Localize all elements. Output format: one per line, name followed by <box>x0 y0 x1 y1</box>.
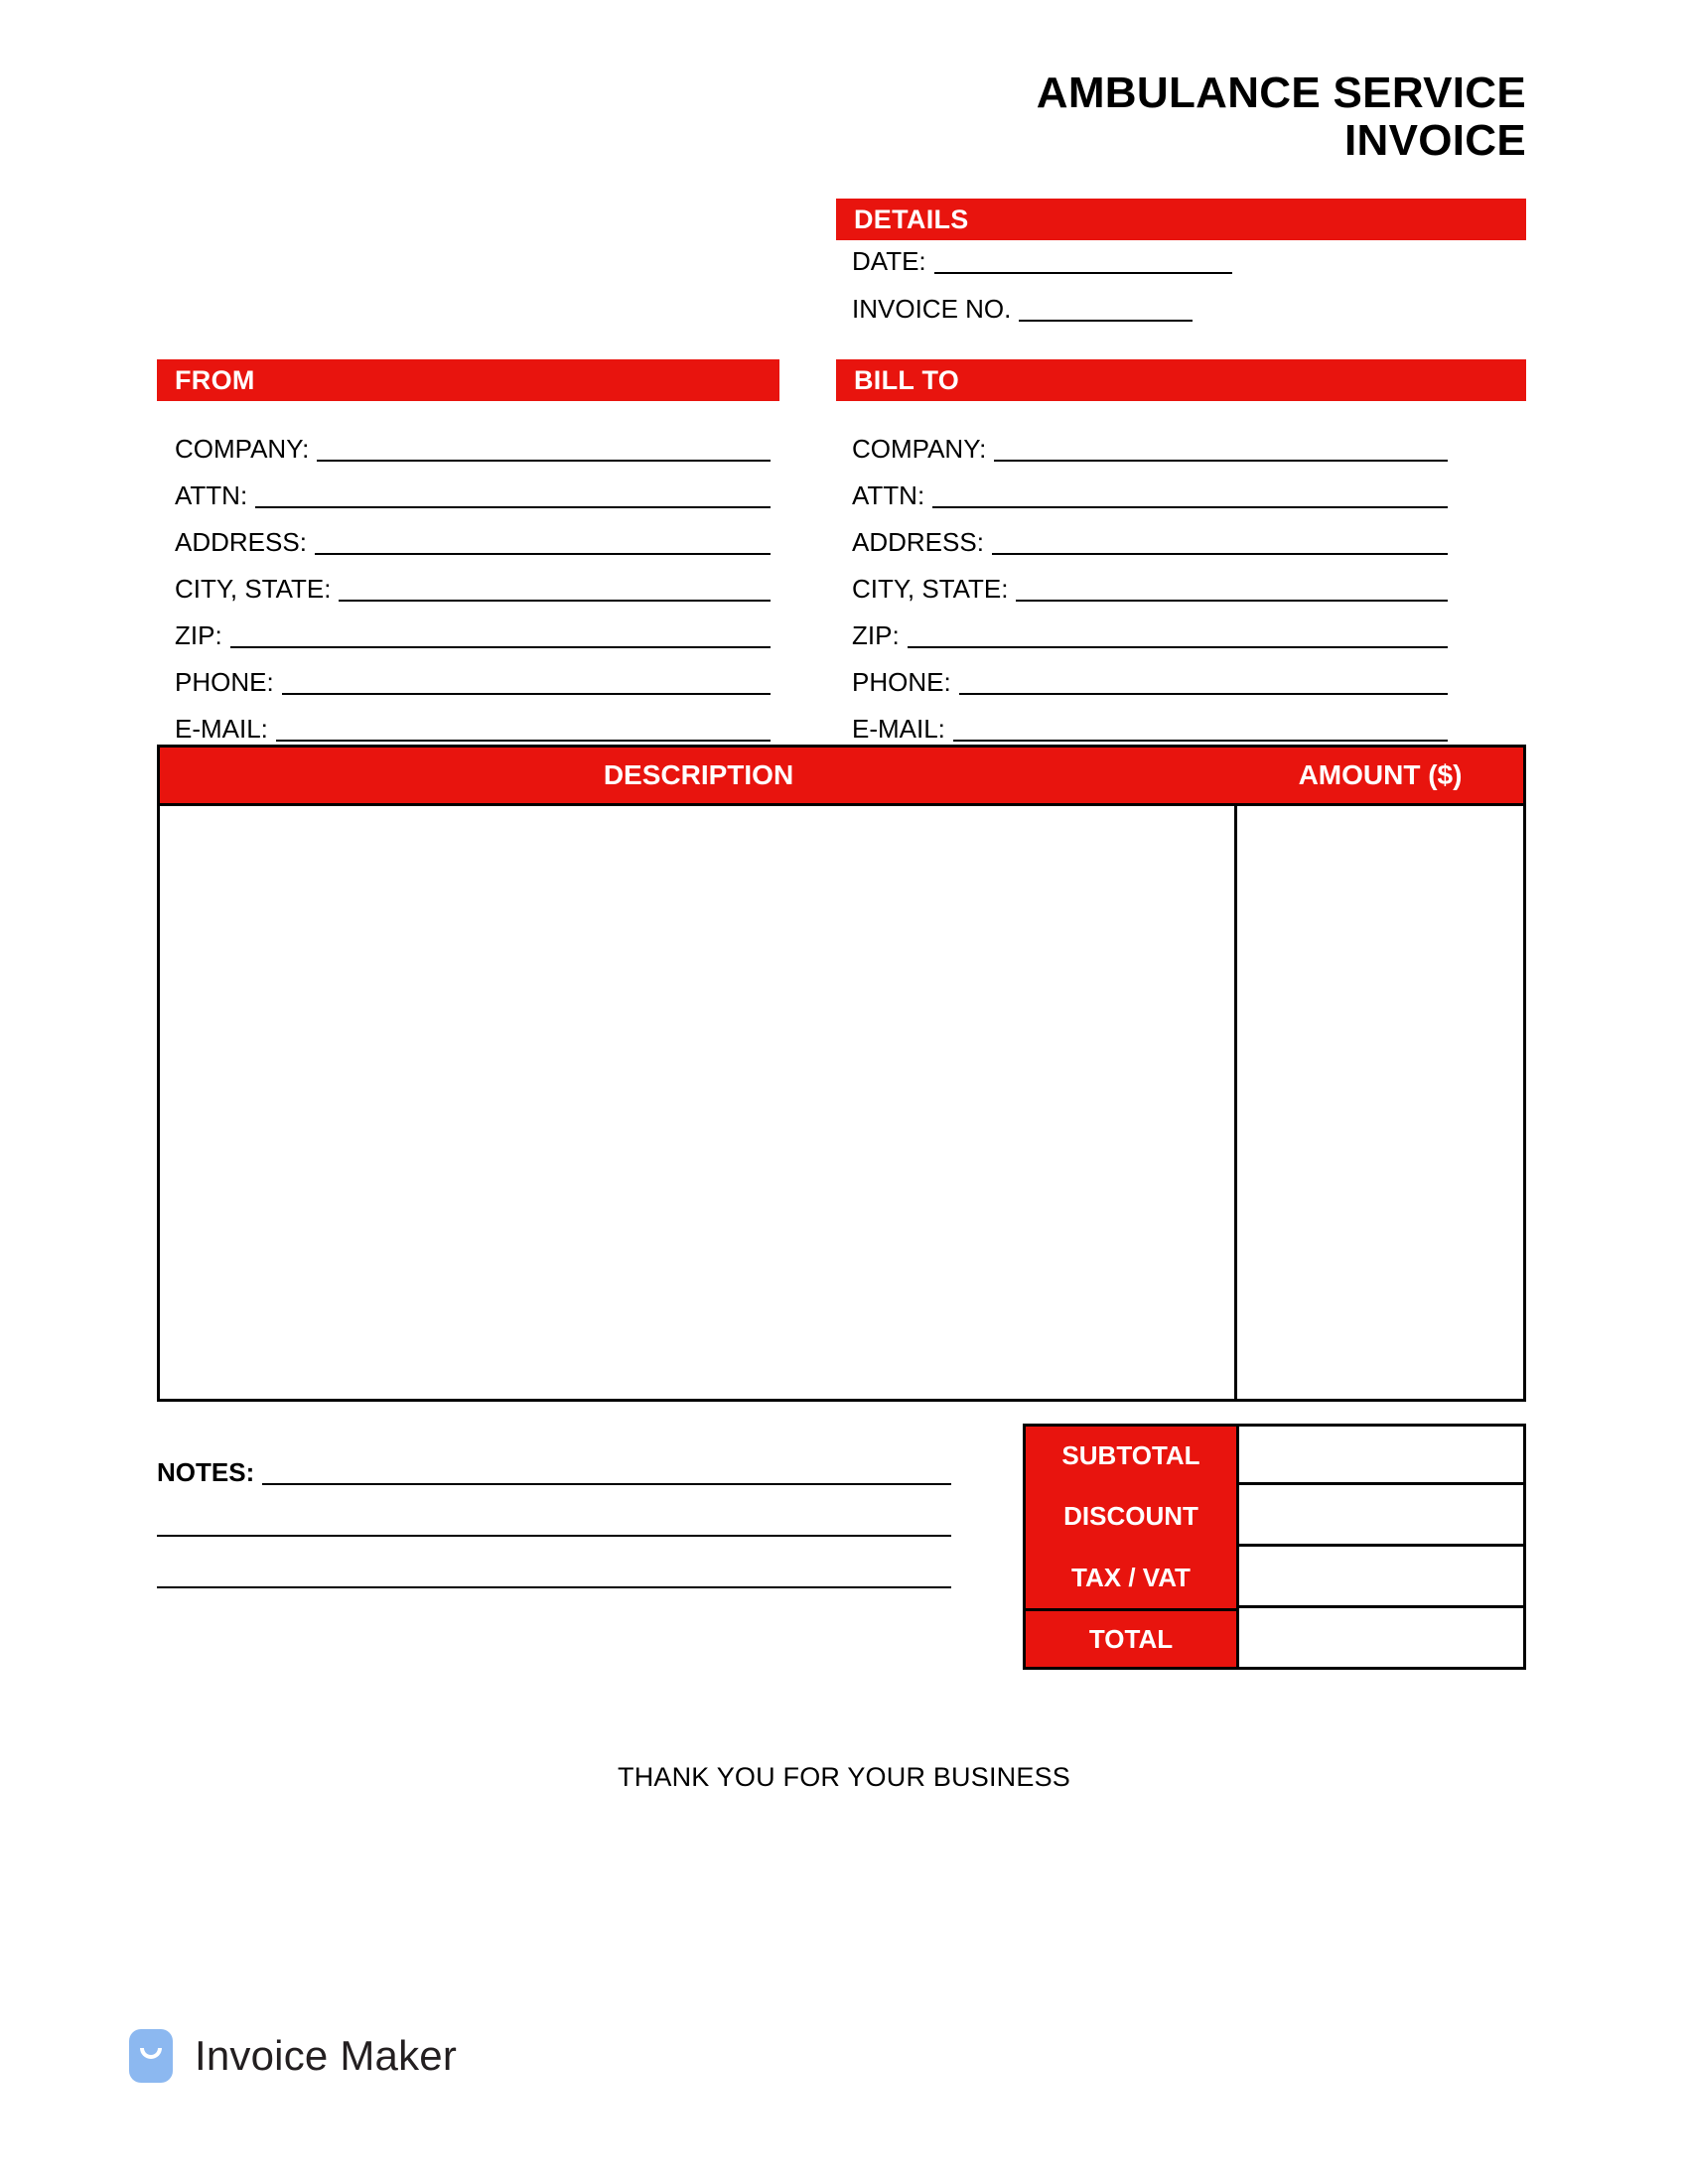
subtotal-value[interactable] <box>1239 1424 1526 1485</box>
subtotal-label: SUBTOTAL <box>1023 1424 1239 1485</box>
tax-vat-value[interactable] <box>1239 1547 1526 1608</box>
line-items-header-row <box>157 745 1526 806</box>
bill-to-section-header <box>836 359 1526 401</box>
smile-rounded-square-icon <box>129 2029 173 2083</box>
bill-to-email-row <box>852 695 1448 742</box>
totals-block <box>1023 1424 1526 1670</box>
bill-to-email-label: E-MAIL: <box>852 714 945 744</box>
line-items-table <box>157 745 1526 1402</box>
bill-to-email-input[interactable] <box>953 720 1448 742</box>
page-title-line-1: AMBULANCE SERVICE <box>1036 68 1526 117</box>
from-attn-row <box>175 462 771 508</box>
bill-to-address-label: ADDRESS: <box>852 527 984 557</box>
column-header-description: DESCRIPTION <box>603 759 794 790</box>
from-company-input[interactable] <box>317 440 771 462</box>
thank-you-message: THANK YOU FOR YOUR BUSINESS <box>618 1762 1070 1792</box>
line-items-description-area[interactable] <box>160 806 1237 1399</box>
date-input[interactable] <box>934 252 1232 274</box>
from-zip-input[interactable] <box>230 626 771 648</box>
total-value[interactable] <box>1239 1608 1526 1670</box>
date-field-row <box>852 248 1232 274</box>
from-address-label: ADDRESS: <box>175 527 307 557</box>
invoice-no-field-row <box>852 296 1193 322</box>
from-phone-label: PHONE: <box>175 667 274 697</box>
column-header-amount: AMOUNT ($) <box>1298 759 1463 790</box>
from-company-row <box>175 415 771 462</box>
notes-input-line-2[interactable] <box>157 1533 951 1537</box>
tax-vat-row <box>1023 1547 1526 1608</box>
total-row <box>1023 1608 1526 1670</box>
from-address-row <box>175 508 771 555</box>
notes-block <box>157 1459 951 1588</box>
from-email-row <box>175 695 771 742</box>
tax-vat-label: TAX / VAT <box>1023 1547 1239 1608</box>
details-heading-label: DETAILS <box>854 204 969 234</box>
invoice-no-label: INVOICE NO. <box>852 294 1012 324</box>
brand-name: Invoice Maker <box>195 2032 458 2079</box>
total-label: TOTAL <box>1023 1608 1239 1670</box>
details-section-header <box>836 199 1526 240</box>
bill-to-attn-label: ATTN: <box>852 480 925 510</box>
notes-label: NOTES: <box>157 1457 255 1487</box>
discount-label: DISCOUNT <box>1023 1485 1239 1547</box>
line-items-body <box>157 806 1526 1402</box>
from-zip-row <box>175 602 771 648</box>
bill-to-city-state-label: CITY, STATE: <box>852 574 1009 604</box>
subtotal-row <box>1023 1424 1526 1485</box>
footer-brand <box>129 2029 457 2083</box>
bill-to-city-state-row <box>852 555 1448 602</box>
from-attn-input[interactable] <box>255 486 771 508</box>
page-title-line-2: INVOICE <box>1343 115 1526 165</box>
from-company-label: COMPANY: <box>175 434 310 464</box>
bill-to-company-input[interactable] <box>994 440 1448 462</box>
bill-to-zip-label: ZIP: <box>852 620 900 650</box>
from-email-label: E-MAIL: <box>175 714 268 744</box>
bill-to-company-row <box>852 415 1448 462</box>
from-fields-list <box>175 415 771 742</box>
bill-to-address-row <box>852 508 1448 555</box>
discount-row <box>1023 1485 1526 1547</box>
from-heading-label: FROM <box>175 364 255 395</box>
from-zip-label: ZIP: <box>175 620 222 650</box>
date-label: DATE: <box>852 246 926 276</box>
bill-to-zip-input[interactable] <box>908 626 1448 648</box>
notes-input-line-3[interactable] <box>157 1584 951 1588</box>
bill-to-fields-list <box>852 415 1448 742</box>
bill-to-attn-input[interactable] <box>932 486 1448 508</box>
bill-to-heading-label: BILL TO <box>854 364 960 395</box>
from-city-state-row <box>175 555 771 602</box>
bill-to-phone-input[interactable] <box>959 673 1448 695</box>
from-city-state-label: CITY, STATE: <box>175 574 332 604</box>
invoice-no-input[interactable] <box>1019 300 1193 322</box>
from-section-header <box>157 359 779 401</box>
from-phone-input[interactable] <box>282 673 771 695</box>
line-items-amount-area[interactable] <box>1237 806 1523 1399</box>
from-address-input[interactable] <box>315 533 771 555</box>
bill-to-phone-label: PHONE: <box>852 667 951 697</box>
bill-to-city-state-input[interactable] <box>1016 580 1448 602</box>
from-email-input[interactable] <box>276 720 771 742</box>
from-city-state-input[interactable] <box>339 580 771 602</box>
discount-value[interactable] <box>1239 1485 1526 1547</box>
smile-arc-shape <box>140 2048 162 2059</box>
bill-to-zip-row <box>852 602 1448 648</box>
notes-first-line <box>157 1459 951 1485</box>
from-phone-row <box>175 648 771 695</box>
bill-to-address-input[interactable] <box>992 533 1448 555</box>
bill-to-phone-row <box>852 648 1448 695</box>
from-attn-label: ATTN: <box>175 480 248 510</box>
notes-input-line-1[interactable] <box>262 1461 951 1485</box>
bill-to-attn-row <box>852 462 1448 508</box>
bill-to-company-label: COMPANY: <box>852 434 987 464</box>
page-title <box>695 69 1526 164</box>
